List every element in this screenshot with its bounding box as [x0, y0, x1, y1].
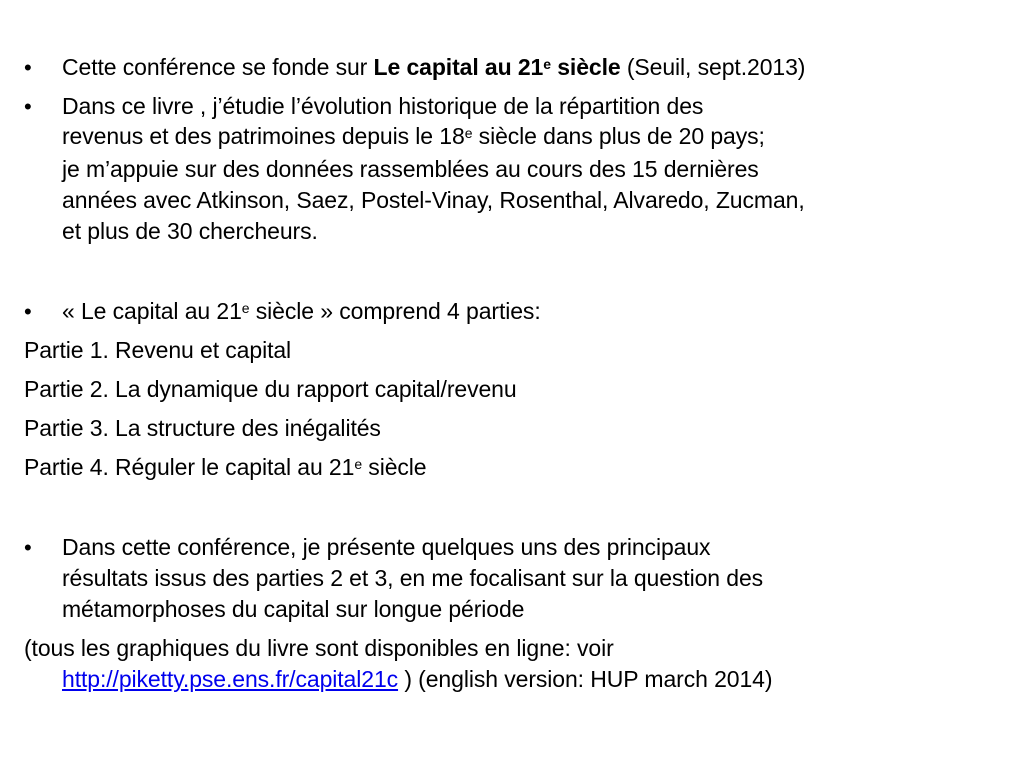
bullet-1-text: [62, 52, 805, 83]
bullet-2-line-2-pre: revenus et des patrimoines depuis le 18: [62, 123, 465, 149]
bullet-4-line-3: métamorphoses du capital sur longue période: [62, 596, 525, 622]
part-2: Partie 2. La dynamique du rapport capital/revenu: [24, 376, 517, 402]
bullet-1-pre: Cette conférence se fonde sur: [62, 54, 374, 80]
bullet-3-sup: e: [241, 300, 250, 316]
book-title-tail: siècle: [550, 54, 621, 80]
bullet-4-line-1: Dans cette conférence, je présente quelques uns des principaux: [62, 534, 711, 560]
bullet-2-line-5: et plus de 30 chercheurs.: [62, 218, 318, 244]
bullet-4-line-2: résultats issus des parties 2 et 3, en me focalisant sur la question des: [62, 565, 764, 591]
bullet-1-post: (Seuil, sept.2013): [620, 54, 806, 80]
bullet-3-marker: •: [24, 299, 32, 324]
book-title-sup: e: [543, 56, 551, 72]
bullet-2-line-2-post: siècle dans plus de 20 pays;: [472, 123, 765, 149]
note-line-1: (tous les graphiques du livre sont disponibles en ligne: voir: [24, 635, 614, 661]
note-line-2: [62, 664, 772, 695]
bullet-2-line-3: je m’appuie sur des données rassemblées au cours des 15 dernières: [62, 156, 759, 182]
book-title-main: Le capital au 21: [373, 54, 544, 80]
bullet-3-post: siècle » comprend 4 parties:: [249, 298, 541, 324]
part-1: Partie 1. Revenu et capital: [24, 337, 292, 363]
bullet-2-line-2: [62, 121, 765, 152]
bullet-3-pre: « Le capital au 21: [62, 298, 242, 324]
bullet-1-marker: •: [24, 55, 32, 80]
part-4: [24, 452, 427, 483]
part-4-sup: e: [354, 456, 362, 472]
bullet-2-marker: •: [24, 94, 32, 119]
bullet-3-text: [62, 296, 541, 327]
note-line-2-post: ) (english version: HUP march 2014): [398, 666, 773, 692]
bullet-2-line-1: Dans ce livre , j’étudie l’évolution historique de la répartition des: [62, 93, 704, 119]
book-website-link[interactable]: http://piketty.pse.ens.fr/capital21c: [62, 666, 399, 692]
bullet-4-marker: •: [24, 535, 32, 560]
part-4-pre: Partie 4. Réguler le capital au 21: [24, 454, 355, 480]
book-title: [374, 54, 621, 80]
part-3: Partie 3. La structure des inégalités: [24, 415, 381, 441]
part-4-post: siècle: [362, 454, 427, 480]
bullet-2-line-2-sup: e: [464, 125, 473, 141]
bullet-2-line-4: années avec Atkinson, Saez, Postel-Vinay, Rosenthal, Alvaredo, Zucman,: [62, 187, 805, 213]
